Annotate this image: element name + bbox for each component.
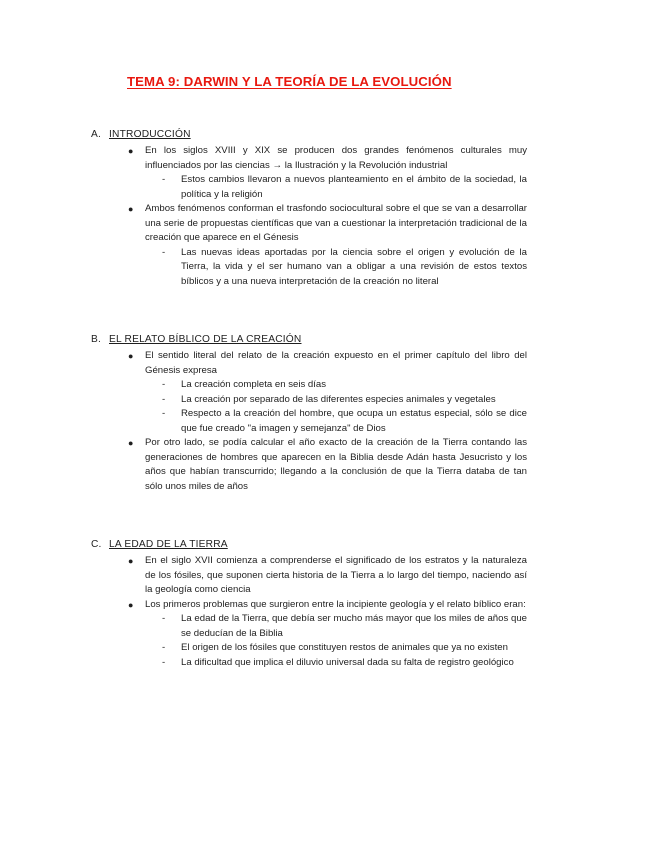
bullet-icon: ● bbox=[128, 351, 134, 361]
section-title: LA EDAD DE LA TIERRA bbox=[109, 539, 228, 550]
bullet-text: Por otro lado, se podía calcular el año exacto de la creación de la Tierra contando las generaciones de hombres que aparecen en la Biblia desde Adán hasta Jesucristo y los años que habían transcurrido; llegando a la conclusión de que la Tierra databa de tan sólo unos miles de años bbox=[145, 437, 527, 492]
bullet-text: Ambos fenómenos conforman el trasfondo sociocultural sobre el que se van a desarrollar una serie de propuestas científicas que van a cuestionar la interpretación tradicional de la creación que aparece en el Génesis bbox=[145, 203, 527, 243]
sub-list-item bbox=[0, 407, 527, 436]
bullet-list bbox=[0, 554, 655, 670]
sub-list bbox=[145, 378, 527, 436]
section-letter: A. bbox=[91, 129, 102, 140]
section-heading bbox=[91, 129, 191, 140]
sub-item-text: La creación completa en seis días bbox=[181, 379, 327, 390]
list-item bbox=[0, 202, 527, 289]
section-letter: C. bbox=[91, 539, 102, 550]
sub-list bbox=[145, 173, 527, 202]
bullet-list bbox=[0, 144, 655, 289]
section-heading bbox=[91, 334, 301, 345]
section-title: EL RELATO BÍBLICO DE LA CREACIÓN bbox=[109, 334, 302, 345]
bullet-icon: ● bbox=[128, 599, 134, 610]
sub-list-item bbox=[0, 656, 527, 671]
bullet-icon: ● bbox=[128, 556, 134, 566]
list-item bbox=[0, 598, 527, 671]
sub-list-item bbox=[0, 246, 527, 290]
dash-icon: - bbox=[162, 246, 166, 258]
dash-icon: - bbox=[162, 613, 166, 624]
dash-icon: - bbox=[162, 379, 166, 390]
sub-list-item bbox=[0, 378, 527, 393]
list-item bbox=[0, 349, 527, 436]
bullet-icon: ● bbox=[128, 438, 134, 448]
sub-item-text: El origen de los fósiles que constituyen restos de animales que ya no existen bbox=[181, 642, 508, 653]
bullet-text: Los primeros problemas que surgieron entre la incipiente geología y el relato bíblico eran: bbox=[145, 598, 526, 610]
sub-item-text: La dificultad que implica el diluvio universal dada su falta de registro geológico bbox=[181, 656, 514, 668]
bullet-text: En los siglos XVIII y XIX se producen dos grandes fenómenos culturales muy influenciados por las ciencias → la Ilustración y la Revolución industrial bbox=[145, 145, 527, 171]
sub-list-item bbox=[0, 173, 527, 202]
section-heading bbox=[91, 539, 228, 550]
sub-item-text: La creación por separado de las diferentes especies animales y vegetales bbox=[181, 393, 496, 405]
bullet-text: El sentido literal del relato de la creación expuesto en el primer capítulo del libro del Génesis expresa bbox=[145, 350, 527, 376]
bullet-text: En el siglo XVII comienza a comprenderse el significado de los estratos y la naturaleza de los fósiles, que suponen cierta historia de la Tierra a lo largo del tiempo, naciendo así la geología como ciencia bbox=[145, 555, 527, 595]
section-letter: B. bbox=[91, 334, 102, 345]
bullet-icon: ● bbox=[128, 146, 134, 156]
dash-icon: - bbox=[162, 393, 166, 405]
list-item bbox=[0, 144, 527, 202]
list-item bbox=[0, 554, 527, 598]
sub-list bbox=[145, 612, 527, 670]
sub-list-item bbox=[0, 612, 527, 641]
list-item bbox=[0, 436, 527, 494]
dash-icon: - bbox=[162, 656, 166, 668]
document-title: TEMA 9: DARWIN Y LA TEORÍA DE LA EVOLUCIÓN bbox=[127, 74, 452, 89]
sub-list bbox=[145, 246, 527, 290]
dash-icon: - bbox=[162, 642, 166, 653]
dash-icon: - bbox=[162, 174, 166, 185]
sub-item-text: Las nuevas ideas aportadas por la ciencia sobre el origen y evolución de la Tierra, la vida y el ser humano van a obligar a una revisión de estos textos bíblicos y a una nueva interpretación de la creación no literal bbox=[181, 246, 527, 287]
section-title: INTRODUCCIÓN bbox=[109, 129, 191, 140]
sub-item-text: Estos cambios llevaron a nuevos planteamiento en el ámbito de la sociedad, la política y la religión bbox=[181, 174, 527, 200]
sub-list-item bbox=[0, 393, 527, 408]
sub-list-item bbox=[0, 641, 527, 656]
bullet-list bbox=[0, 349, 655, 494]
dash-icon: - bbox=[162, 408, 166, 419]
sub-item-text: Respecto a la creación del hombre, que ocupa un estatus especial, sólo se dice que fue creado "a imagen y semejanza" de Dios bbox=[181, 408, 527, 434]
sub-item-text: La edad de la Tierra, que debía ser mucho más mayor que los miles de años que se deducían de la Biblia bbox=[181, 613, 527, 639]
bullet-icon: ● bbox=[128, 204, 134, 214]
